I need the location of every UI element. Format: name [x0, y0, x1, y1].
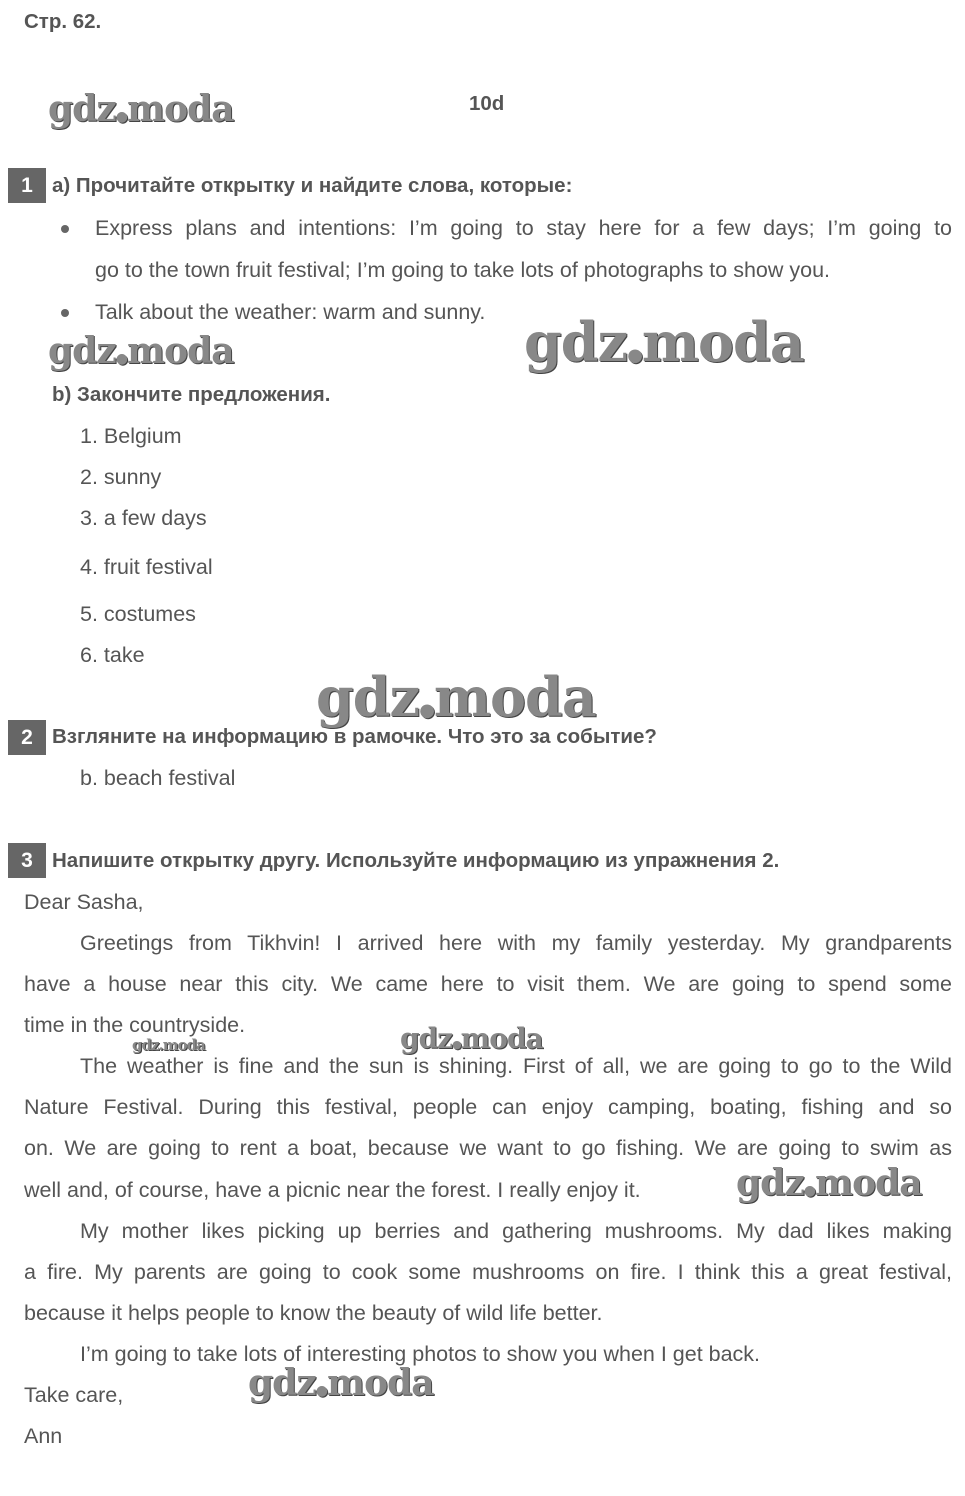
bullet-icon — [61, 225, 69, 233]
letter-line: a fire. My parents are going to cook some mushrooms on fire. I think this a great festival, — [24, 1260, 952, 1284]
letter-line: on. We are going to rent a boat, because we want to go fishing. We are going to swim as — [24, 1136, 952, 1160]
watermark: gdz●moda — [316, 665, 596, 729]
page-number: Стр. 62. — [24, 10, 102, 33]
answer: 4. fruit festival — [80, 555, 213, 579]
answer: 2. sunny — [80, 465, 162, 489]
letter-line: Take care, — [24, 1383, 124, 1407]
bullet-icon — [61, 309, 69, 317]
watermark: gdz●moda — [524, 310, 804, 374]
watermark: gdz●moda — [248, 1362, 434, 1404]
subheading: b) Закончите предложения. — [52, 383, 331, 406]
exercise-number-badge: 1 — [8, 168, 46, 203]
letter-line: Greetings from Tikhvin! I arrived here with my family yesterday. My grandparents — [80, 931, 952, 955]
bullet-text: go to the town fruit festival; I’m going to take lots of photographs to show you. — [95, 258, 830, 282]
letter-line: well and, of course, have a picnic near the forest. I really enjoy it. — [24, 1178, 641, 1202]
letter-line: My mother likes picking up berries and gathering mushrooms. My dad likes making — [80, 1219, 952, 1243]
watermark: gdz●moda — [48, 88, 234, 130]
watermark: gdz.moda — [132, 1036, 205, 1054]
watermark: gdz●moda — [736, 1162, 922, 1204]
answer: 1. Belgium — [80, 424, 182, 448]
letter-line: Ann — [24, 1424, 63, 1448]
answer: 3. a few days — [80, 506, 207, 530]
exercise-number-badge: 2 — [8, 720, 46, 755]
letter-line: have a house near this city. We came here to visit them. We are going to spend some — [24, 972, 952, 996]
exercise-heading: Взгляните на информацию в рамочке. Что это за событие? — [52, 725, 657, 748]
letter-line: The weather is fine and the sun is shining. First of all, we are going to go to the Wild — [80, 1054, 952, 1078]
exercise-heading: а) Прочитайте открытку и найдите слова, которые: — [52, 174, 573, 197]
watermark: gdz●moda — [48, 330, 234, 372]
exercise-number-badge: 3 — [8, 843, 46, 878]
bullet-text: Talk about the weather: warm and sunny. — [95, 300, 486, 324]
answer: b. beach festival — [80, 766, 236, 790]
answer: 6. take — [80, 643, 145, 667]
answer: 5. costumes — [80, 602, 196, 626]
letter-line: time in the countryside. — [24, 1013, 246, 1037]
letter-line: I’m going to take lots of interesting photos to show you when I get back. — [80, 1342, 761, 1366]
letter-line: Dear Sasha, — [24, 890, 144, 914]
letter-line: because it helps people to know the beauty of wild life better. — [24, 1301, 603, 1325]
exercise-heading: Напишите открытку другу. Используйте информацию из упражнения 2. — [52, 849, 780, 872]
watermark: gdz●moda — [400, 1022, 543, 1055]
bullet-text: Express plans and intentions: I’m going to stay here for a few days; I’m going to — [95, 216, 952, 240]
letter-line: Nature Festival. During this festival, people can enjoy camping, boating, fishing and so — [24, 1095, 952, 1119]
unit-title: 10d — [469, 92, 505, 115]
